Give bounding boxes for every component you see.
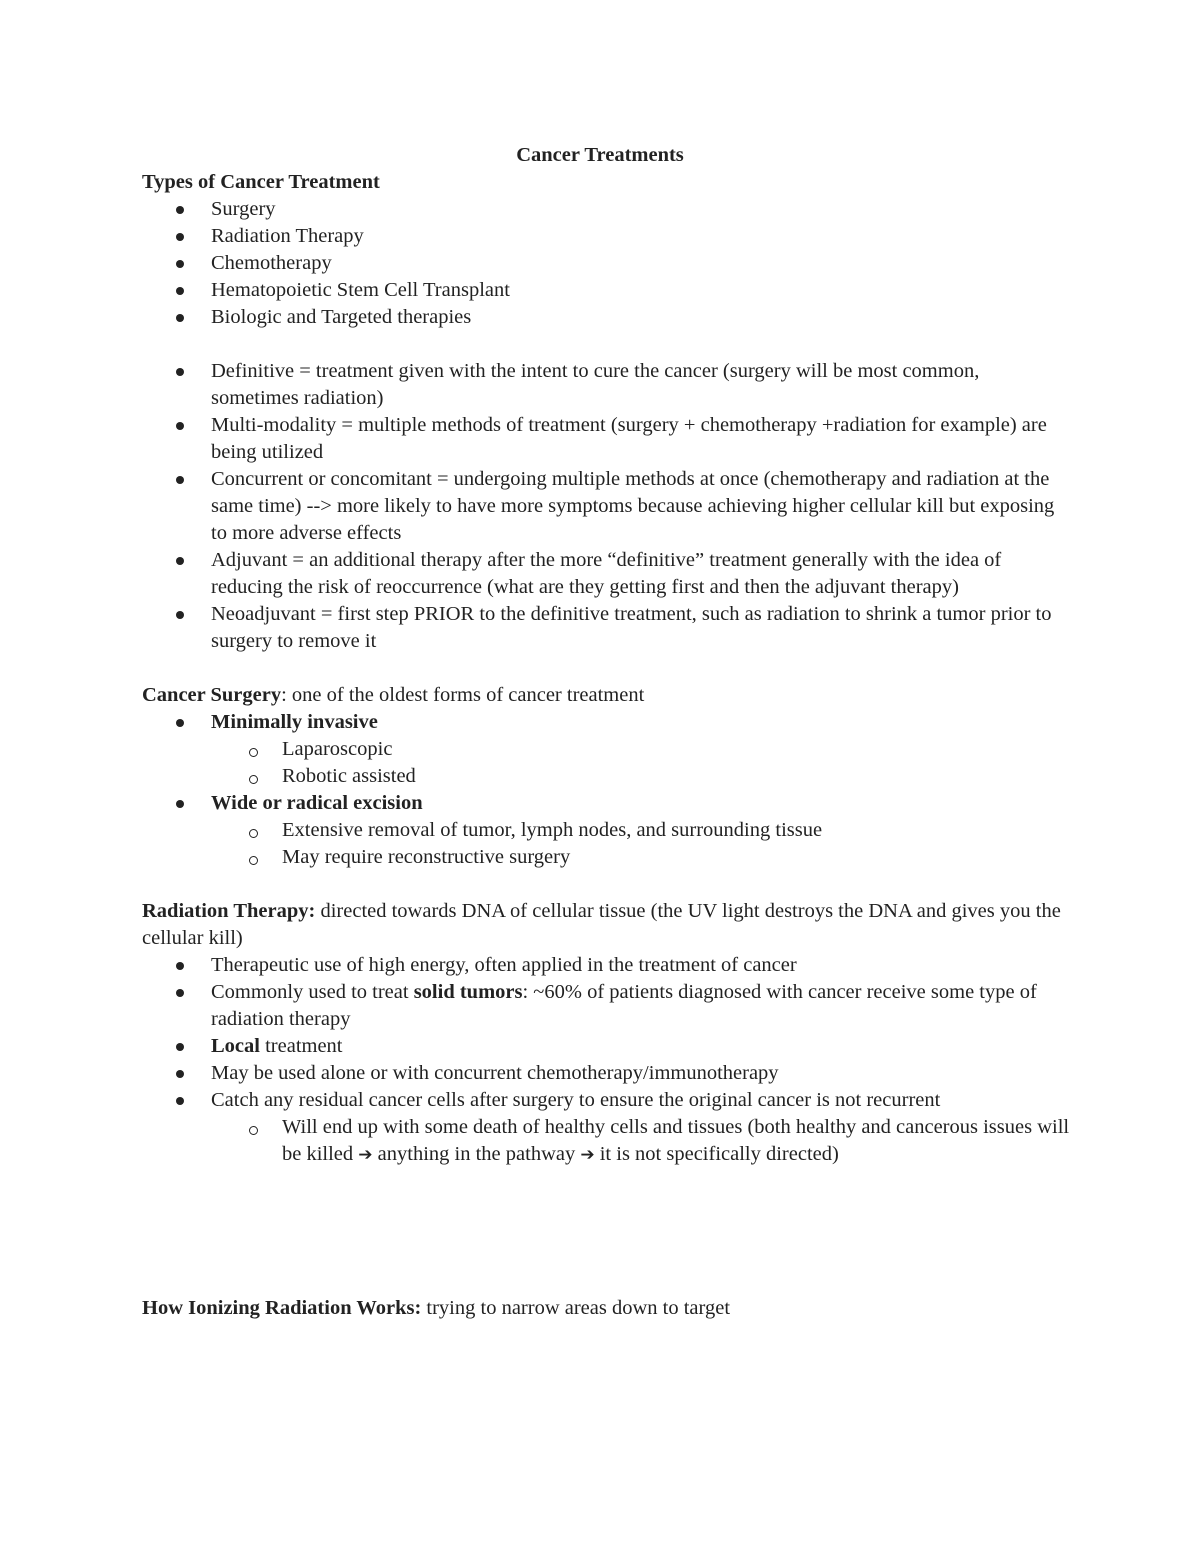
text-run: Will end up with some death of healthy cells and tissues (both healthy and cancerous issues will be killed <box>282 1116 1070 1165</box>
bold-run: Local <box>211 1035 260 1057</box>
sub-list <box>211 736 1072 790</box>
text-run: anything in the pathway <box>372 1143 581 1165</box>
sub-list <box>211 817 1072 871</box>
ionizing-heading: How Ionizing Radiation Works: <box>142 1297 422 1319</box>
text-run: Commonly used to treat <box>211 981 414 1003</box>
text-run: it is not specifically directed) <box>594 1143 839 1165</box>
sub-list-item: Extensive removal of tumor, lymph nodes, and surrounding tissue <box>211 817 1072 844</box>
surgery-heading: Cancer Surgery <box>142 684 282 706</box>
spacer <box>142 871 1072 898</box>
radiation-list <box>142 952 1072 1169</box>
definition-adjuvant: Adjuvant = an additional therapy after the more “definitive” treatment generally with the idea of reducing the risk of reoccurrence (what are they getting first and then the adjuvant therapy) <box>142 547 1072 601</box>
spacer <box>142 655 1072 682</box>
definition-concurrent: Concurrent or concomitant = undergoing multiple methods at once (chemotherapy and radiation at the same time) --> more likely to have more symptoms because achieving higher cellular kill but exposing to more adverse effects <box>142 466 1072 547</box>
list-item: Surgery <box>142 196 1072 223</box>
ionizing-text: trying to narrow areas down to target <box>421 1297 731 1319</box>
spacer <box>142 1169 1072 1295</box>
treatment-types-list <box>142 196 1072 331</box>
surgery-intro <box>142 682 1072 709</box>
list-item: Hematopoietic Stem Cell Transplant <box>142 277 1072 304</box>
radiation-intro <box>142 898 1072 952</box>
surgery-text: : one of the oldest forms of cancer treatment <box>281 684 645 706</box>
list-item: Chemotherapy <box>142 250 1072 277</box>
spacer <box>142 331 1072 358</box>
list-item <box>142 709 1072 790</box>
definition-neoadjuvant: Neoadjuvant = first step PRIOR to the definitive treatment, such as radiation to shrink a tumor prior to surgery to remove it <box>142 601 1072 655</box>
definition-multi-modality: Multi-modality = multiple methods of treatment (surgery + chemotherapy +radiation for example) are being utilized <box>142 412 1072 466</box>
bold-run: solid tumors <box>413 981 523 1003</box>
radiation-text: directed towards DNA of cellular tissue (the UV light destroys the DNA and gives you the cellular kill) <box>142 900 1061 949</box>
types-heading: Types of Cancer Treatment <box>142 171 380 193</box>
sub-list-item: May require reconstructive surgery <box>211 844 1072 871</box>
page-title: Cancer Treatments <box>516 144 684 166</box>
sub-list <box>211 1114 1072 1169</box>
list-item <box>142 979 1072 1033</box>
ionizing-intro <box>142 1295 1072 1322</box>
list-item: Biologic and Targeted therapies <box>142 304 1072 331</box>
sub-list-item: Robotic assisted <box>211 763 1072 790</box>
arrow-right-icon: ➔ <box>580 1145 595 1165</box>
list-item: Therapeutic use of high energy, often applied in the treatment of cancer <box>142 952 1072 979</box>
list-item: Radiation Therapy <box>142 223 1072 250</box>
text-run: Catch any residual cancer cells after surgery to ensure the original cancer is not recurrent <box>211 1089 941 1111</box>
radiation-heading: Radiation Therapy: <box>142 900 316 922</box>
sub-list-item <box>211 1114 1072 1169</box>
arrow-right-icon: ➔ <box>358 1145 373 1165</box>
group-label: Minimally invasive <box>211 711 378 733</box>
text-run: treatment <box>259 1035 343 1057</box>
list-item <box>142 1033 1072 1060</box>
list-item <box>142 790 1072 871</box>
definitions-list <box>142 358 1072 655</box>
sub-list-item: Laparoscopic <box>211 736 1072 763</box>
document-page <box>142 142 1072 1322</box>
definition-definitive: Definitive = treatment given with the intent to cure the cancer (surgery will be most common, sometimes radiation) <box>142 358 1072 412</box>
group-label: Wide or radical excision <box>211 792 423 814</box>
surgery-list <box>142 709 1072 871</box>
list-item <box>142 1087 1072 1169</box>
list-item: May be used alone or with concurrent chemotherapy/immunotherapy <box>142 1060 1072 1087</box>
text-run: : ~60% of patients diagnosed with cancer receive some type of radiation therapy <box>211 981 1037 1030</box>
